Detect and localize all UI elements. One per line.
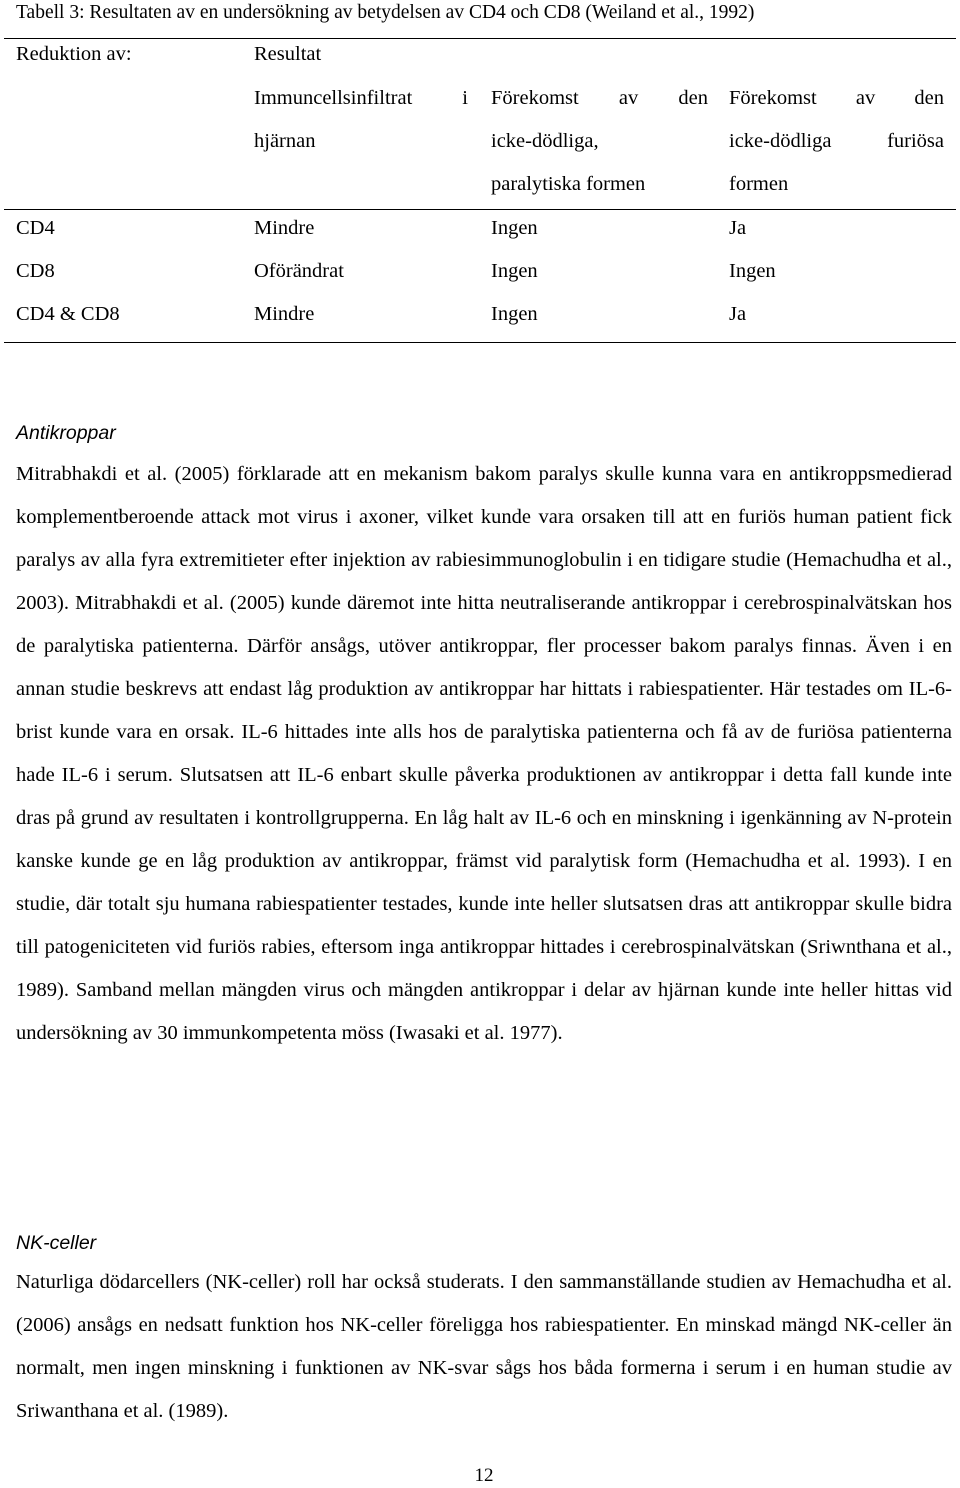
row-cell-paralytic: Ingen	[491, 217, 538, 239]
row-cell-paralytic: Ingen	[491, 303, 538, 325]
header-reduction: Reduktion av:	[16, 43, 132, 65]
table-caption: Tabell 3: Resultaten av en undersökning av betydelsen av CD4 och CD8 (Weiland et al., 1992)	[16, 2, 755, 23]
col1-header-line-1: Immuncellsinfiltrat i	[254, 87, 468, 109]
row-label: CD8	[16, 260, 55, 282]
col3-header-line-2: icke-dödliga furiösa	[729, 130, 944, 152]
section-paragraph-antikroppar: Mitrabhakdi et al. (2005) förklarade att en mekanism bakom paralys skulle kunna vara en antikroppsmedierad komplementberoende attack mot virus i axoner, vilket kunde vara orsaken till att en furiös human patient fick paralys av alla fyra extremitieter efter injektion av rabiesimmunoglobulin i en tidigare studie (Hemachudha et al., 2003). Mitrabhakdi et al. (2005) kunde däremot inte hitta neutraliserande antikroppar i cerebrospinalvätskan hos de paralytiska patienterna. Därför ansågs, utöver antikroppar, fler processer bakom paralys finnas. Även i en annan studie beskrevs att endast låg produktion av antikroppar har hittats i rabiespatienter. Här testades om IL-6-brist kunde vara en orsak. IL-6 hittades inte alls hos de paralytiska patienterna och få av de furiösa patienterna hade IL-6 i serum. Slutsatsen att IL-6 enbart skulle påverka produktionen av antikroppar i detta fall kunde inte dras på grund av resultaten i kontrollgrupperna. En låg halt av IL-6 och en minskning i igenkänning av N-protein kanske kunde ge en låg produktion av antikroppar, främst vid paralytisk form (Hemachudha et al. 1993). I en studie, där totalt sju humana rabiespatienter testades, kunde inte heller slutsatsen dras att antikroppar skulle bidra till patogeniciteten vid furiös rabies, eftersom inga antikroppar hittades i cerebrospinalvätskan (Sriwnthana et al., 1989). Samband mellan mängden virus och mängden antikroppar i delar av hjärnan kunde inte heller hittas vid undersökning av 30 immunkompetenta möss (Iwasaki et al. 1977).	[16, 463, 952, 1044]
section-paragraph-nk-celler: Naturliga dödarcellers (NK-celler) roll har också studerats. I den sammanställande studien av Hemachudha et al. (2006) ansågs en nedsatt funktion hos NK-celler föreligga hos rabiespatienter. En minskad mängd NK-celler än normalt, men ingen minskning i funktionen av NK-svar sågs hos båda formerna i serum i en human studie av Sriwanthana et al. (1989).	[16, 1271, 952, 1422]
page-number: 12	[474, 1465, 494, 1486]
row-cell-infiltrate: Mindre	[254, 217, 315, 239]
col3-header-line-1: Förekomst av den	[729, 87, 944, 109]
row-cell-furious: Ja	[729, 303, 747, 325]
col2-header-line-3: paralytiska formen	[491, 173, 646, 195]
header-result: Resultat	[254, 43, 322, 65]
table-bottom-rule	[4, 342, 956, 343]
row-cell-paralytic: Ingen	[491, 260, 538, 282]
col1-header-line-2: hjärnan	[254, 130, 316, 152]
table-top-rule	[4, 38, 956, 39]
row-label: CD4 & CD8	[16, 303, 120, 325]
col3-header-line-3: formen	[729, 173, 789, 195]
row-cell-furious: Ja	[729, 217, 747, 239]
col1-header	[254, 76, 468, 120]
row-cell-infiltrate: Mindre	[254, 303, 315, 325]
row-label: CD4	[16, 217, 55, 239]
section-heading-nk-celler: NK-celler	[16, 1232, 97, 1254]
col2-header-line-2: icke-dödliga,	[491, 130, 599, 152]
section-heading-antikroppar: Antikroppar	[16, 422, 116, 444]
table-header-rule	[4, 209, 956, 210]
row-cell-infiltrate: Oförändrat	[254, 260, 344, 282]
row-cell-furious: Ingen	[729, 260, 776, 282]
col2-header-line-1: Förekomst av den	[491, 87, 708, 109]
